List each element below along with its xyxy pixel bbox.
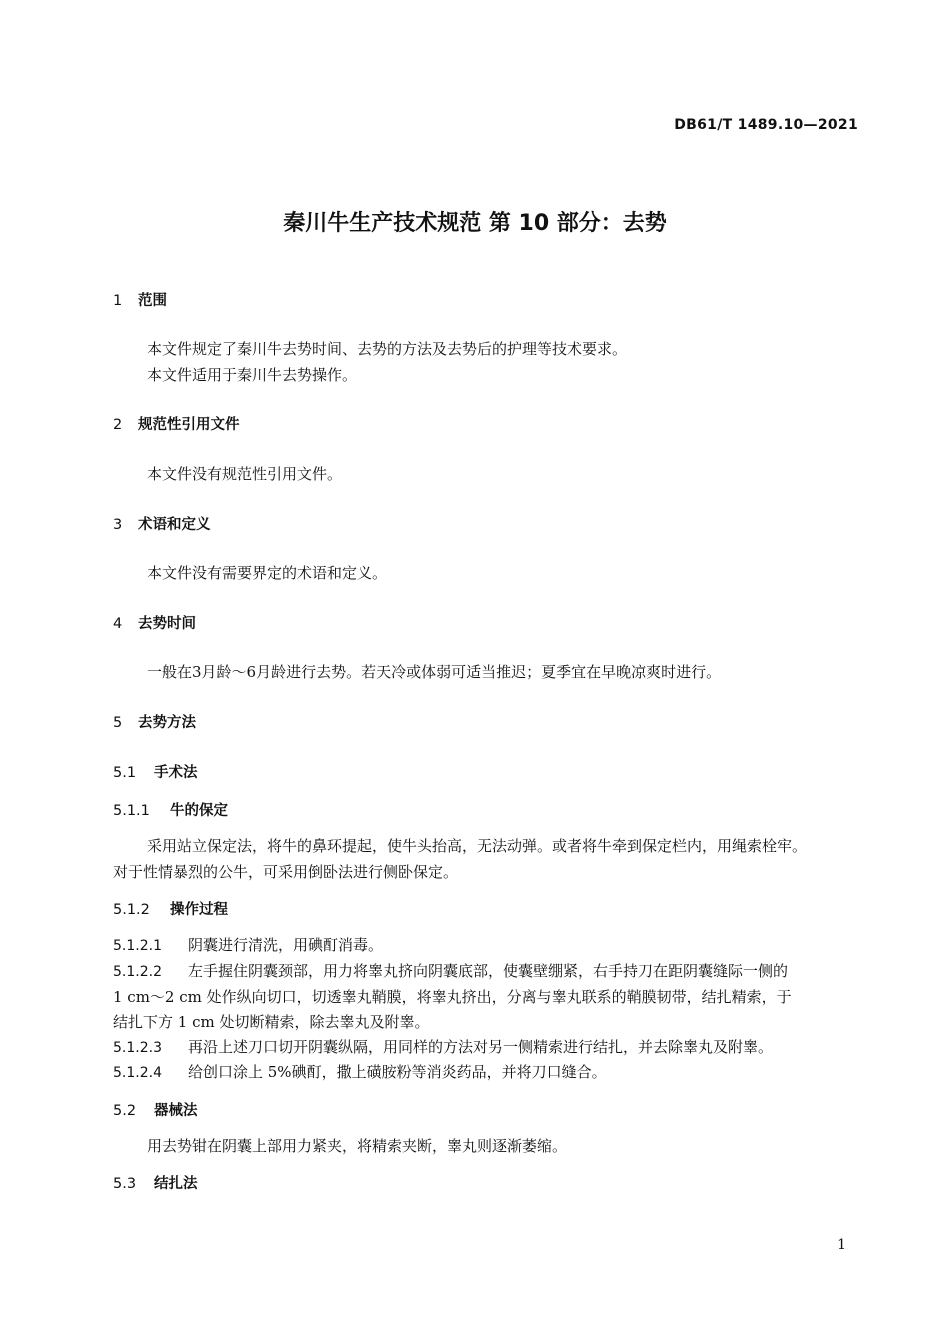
section-5-heading — [113, 711, 196, 732]
page-number: 1 — [837, 1237, 846, 1253]
section-5-1-1-heading — [113, 799, 228, 820]
item-text: 再沿上述刀口切开阴囊纵隔，用同样的方法对另一侧精索进行结扎，并去除睾丸及附睾。 — [188, 1038, 774, 1056]
section-number: 1 — [113, 293, 123, 309]
section-5-1-2-heading — [113, 898, 228, 919]
section-5-3-heading — [113, 1172, 198, 1193]
item-number: 5.1.2.3 — [113, 1040, 162, 1056]
list-item — [113, 960, 788, 981]
section-number: 5 — [113, 715, 123, 731]
section-1-heading — [113, 289, 167, 310]
paragraph: 对于性情暴烈的公牛，可采用倒卧法进行侧卧保定。 — [113, 863, 459, 881]
list-item — [113, 1036, 773, 1057]
section-title: 去势方法 — [138, 715, 196, 731]
section-number: 2 — [113, 417, 123, 433]
paragraph: 采用站立保定法，将牛的鼻环提起，使牛头抬高，无法动弹。或者将牛牵到保定栏内，用绳索栓牢。 — [147, 837, 808, 855]
section-number: 3 — [113, 517, 123, 533]
section-number: 5.1.1 — [113, 803, 150, 819]
section-2-heading — [113, 413, 240, 434]
section-title: 规范性引用文件 — [138, 417, 240, 433]
section-4-heading — [113, 612, 196, 633]
section-title: 操作过程 — [170, 902, 228, 918]
paragraph: 一般在3月龄～6月龄进行去势。若天冷或体弱可适当推迟；夏季宜在早晚凉爽时进行。 — [147, 663, 722, 681]
section-number: 4 — [113, 616, 123, 632]
item-text: 阴囊进行清洗，用碘酊消毒。 — [188, 936, 384, 954]
section-number: 5.1 — [113, 765, 137, 781]
section-number: 5.1.2 — [113, 902, 150, 918]
item-text: 给创口涂上 5%碘酊，撒上磺胺粉等消炎药品，并将刀口缝合。 — [188, 1063, 607, 1081]
section-title: 去势时间 — [138, 616, 196, 632]
item-text: 左手握住阴囊颈部，用力将睾丸挤向阴囊底部，使囊壁绷紧，右手持刀在距阴囊缝际一侧的 — [188, 962, 789, 980]
paragraph: 本文件规定了秦川牛去势时间、去势的方法及去势后的护理等技术要求。 — [147, 340, 628, 358]
page-title: 秦川牛生产技术规范 第 10 部分：去势 — [283, 211, 667, 236]
section-title: 牛的保定 — [170, 803, 228, 819]
list-item — [113, 1061, 607, 1082]
paragraph: 本文件没有需要界定的术语和定义。 — [147, 564, 388, 582]
section-title: 术语和定义 — [138, 517, 211, 533]
section-title: 结扎法 — [154, 1176, 198, 1192]
section-5-1-heading — [113, 761, 198, 782]
list-item — [113, 934, 383, 955]
item-number: 5.1.2.4 — [113, 1065, 162, 1081]
section-number: 5.2 — [113, 1103, 137, 1119]
item-number: 5.1.2.1 — [113, 938, 162, 954]
section-title: 范围 — [138, 293, 167, 309]
standard-code: DB61/T 1489.10—2021 — [674, 117, 858, 133]
paragraph: 用去势钳在阴囊上部用力紧夹，将精索夹断，睾丸则逐渐萎缩。 — [147, 1137, 568, 1155]
section-number: 5.3 — [113, 1176, 137, 1192]
item-number: 5.1.2.2 — [113, 964, 162, 980]
section-title: 器械法 — [154, 1103, 198, 1119]
section-3-heading — [113, 513, 211, 534]
item-text-continued: 1 cm～2 cm 处作纵向切口，切透睾丸鞘膜，将睾丸挤出，分离与睾丸联系的鞘膜韧带，结扎精索，于 — [113, 988, 792, 1006]
section-title: 手术法 — [154, 765, 198, 781]
section-5-2-heading — [113, 1099, 198, 1120]
paragraph: 本文件没有规范性引用文件。 — [147, 465, 343, 483]
item-text-continued: 结扎下方 1 cm 处切断精索，除去睾丸及附睾。 — [113, 1013, 430, 1031]
paragraph: 本文件适用于秦川牛去势操作。 — [147, 366, 358, 384]
